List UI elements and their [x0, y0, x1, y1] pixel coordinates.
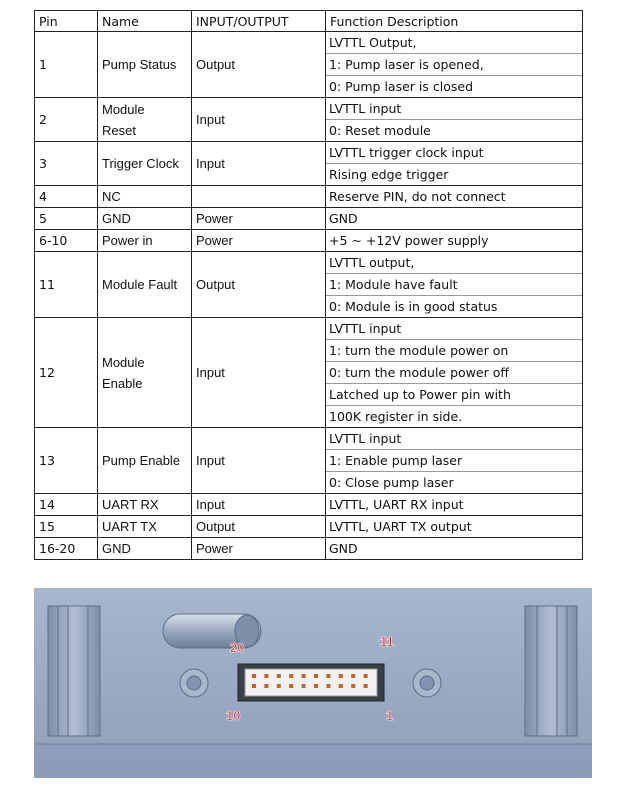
function-line: LVTTL, UART TX output [329, 519, 472, 534]
pin-number-cell: 5 [35, 208, 98, 230]
pin-definition-table [34, 10, 583, 560]
connector-pin [351, 674, 355, 678]
connector-pin [326, 674, 330, 678]
table-row [35, 252, 583, 318]
pin-function-cell [326, 538, 583, 560]
table-row [35, 208, 583, 230]
function-line: GND [329, 541, 358, 556]
connector-pin [277, 674, 281, 678]
function-line: 0: Module is in good status [326, 295, 582, 317]
indicator-led [163, 614, 261, 648]
connector-pin [264, 684, 268, 688]
function-line: 0: turn the module power off [326, 361, 582, 383]
pin-name-line: Pump Enable [102, 453, 181, 468]
pin-name-line: UART RX [102, 497, 159, 512]
function-line: 0: Pump laser is closed [326, 75, 582, 97]
panel-lower-band [34, 744, 592, 778]
left-rail [48, 606, 100, 736]
connector-pin [289, 674, 293, 678]
connector-pin [302, 674, 306, 678]
right-mounting-hole [413, 669, 441, 697]
connector-pin [351, 684, 355, 688]
left-mounting-hole [180, 669, 208, 697]
pin-number-cell: 2 [35, 98, 98, 142]
pin-name-line: Module Fault [102, 277, 178, 292]
pin-io-cell: Input [192, 318, 326, 428]
pin-name-line: NC [102, 189, 121, 204]
pin-name-cell [98, 516, 192, 538]
function-line: LVTTL, UART RX input [329, 497, 464, 512]
table-row [35, 516, 583, 538]
function-line: LVTTL input [329, 321, 402, 336]
table-header-row [35, 11, 583, 32]
pin-name-line: Module [102, 354, 145, 370]
pin-name-line: Enable [102, 375, 143, 391]
function-line: 100K register in side. [326, 405, 582, 427]
pin-name-line: Module [102, 101, 145, 117]
pin-name-cell [98, 428, 192, 494]
function-line: 1: turn the module power on [326, 339, 582, 361]
connector-pin [364, 684, 368, 688]
pin-function-cell [326, 318, 583, 428]
function-line: Latched up to Power pin with [326, 383, 582, 405]
label-pin-11: 11 [380, 634, 394, 649]
pin-io-cell: Input [192, 142, 326, 186]
connector-pin [314, 674, 318, 678]
pin-number-cell: 12 [35, 318, 98, 428]
pin-function-cell [326, 98, 583, 142]
connector-drawing [34, 588, 592, 778]
pin-io-cell: Power [192, 538, 326, 560]
header-function-description: Function Description [326, 11, 583, 32]
pin-function-cell [326, 428, 583, 494]
connector-pin [252, 684, 256, 688]
pin-name-cell [98, 230, 192, 252]
table-row [35, 142, 583, 186]
connector-pin [277, 684, 281, 688]
pin-function-cell [326, 32, 583, 98]
function-line: 0: Reset module [326, 119, 582, 141]
pin-number-cell: 14 [35, 494, 98, 516]
table-row [35, 538, 583, 560]
pin-io-cell [192, 186, 326, 208]
connector-pin [314, 684, 318, 688]
connector-pin [364, 674, 368, 678]
pin-io-cell: Power [192, 208, 326, 230]
pin-name-line: GND [102, 541, 131, 556]
pin-name-line: Trigger Clock [102, 156, 179, 171]
function-line: LVTTL Output, [329, 35, 417, 50]
pin-number-cell: 3 [35, 142, 98, 186]
connector-pin [326, 684, 330, 688]
function-line: LVTTL trigger clock input [329, 145, 484, 160]
pin-name-cell [98, 32, 192, 98]
pin-io-cell: Output [192, 32, 326, 98]
function-line: LVTTL input [329, 431, 402, 446]
label-pin-20: 20 [230, 640, 245, 655]
pin-name-cell [98, 208, 192, 230]
function-line: 1: Module have fault [326, 273, 582, 295]
header-connector [238, 664, 384, 701]
function-line: +5 ~ +12V power supply [329, 233, 489, 248]
pin-io-cell: Power [192, 230, 326, 252]
pin-io-cell: Output [192, 252, 326, 318]
table-row [35, 428, 583, 494]
pin-function-cell [326, 142, 583, 186]
connector-pin [264, 674, 268, 678]
pin-number-cell: 15 [35, 516, 98, 538]
function-line: Reserve PIN, do not connect [329, 189, 506, 204]
table-row [35, 186, 583, 208]
pin-name-line: Power in [102, 233, 153, 248]
table-row [35, 230, 583, 252]
right-rail [525, 606, 577, 736]
pin-function-cell [326, 230, 583, 252]
function-line: GND [329, 211, 358, 226]
function-line: LVTTL input [329, 101, 402, 116]
label-pin-1: 1 [386, 708, 394, 723]
pin-name-cell [98, 538, 192, 560]
pin-io-cell: Input [192, 494, 326, 516]
pin-name-cell [98, 494, 192, 516]
pin-number-cell: 4 [35, 186, 98, 208]
function-line: 0: Close pump laser [326, 471, 582, 493]
pin-function-cell [326, 208, 583, 230]
connector-pin [339, 684, 343, 688]
header-input-output: INPUT/OUTPUT [192, 11, 326, 32]
pin-number-cell: 1 [35, 32, 98, 98]
header-pin: Pin [35, 11, 98, 32]
pin-function-cell [326, 494, 583, 516]
pin-name-cell [98, 186, 192, 208]
pin-name-cell [98, 142, 192, 186]
label-pin-10: 10 [226, 708, 241, 723]
table-row [35, 32, 583, 98]
pin-io-cell: Input [192, 98, 326, 142]
table-row [35, 318, 583, 428]
connector-pin [252, 674, 256, 678]
pin-number-cell: 11 [35, 252, 98, 318]
table-row [35, 98, 583, 142]
table-row [35, 494, 583, 516]
function-line: LVTTL output, [329, 255, 415, 270]
connector-pin [289, 684, 293, 688]
pin-name-cell [98, 252, 192, 318]
pin-name-line: Pump Status [102, 57, 177, 72]
pin-function-cell [326, 516, 583, 538]
pin-name-line: GND [102, 211, 131, 226]
connector-figure [34, 588, 592, 778]
header-name: Name [98, 11, 192, 32]
function-line: 1: Pump laser is opened, [326, 53, 582, 75]
pin-number-cell: 16-20 [35, 538, 98, 560]
pin-name-cell [98, 318, 192, 428]
function-line: 1: Enable pump laser [326, 449, 582, 471]
pin-name-line: UART TX [102, 519, 157, 534]
pin-rows [35, 32, 583, 560]
pin-function-cell [326, 186, 583, 208]
pin-number-cell: 13 [35, 428, 98, 494]
pin-name-cell [98, 98, 192, 142]
connector-pin [302, 684, 306, 688]
pin-io-cell: Output [192, 516, 326, 538]
pin-io-cell: Input [192, 428, 326, 494]
connector-pin [339, 674, 343, 678]
function-line: Rising edge trigger [326, 163, 582, 185]
pin-number-cell: 6-10 [35, 230, 98, 252]
pin-function-cell [326, 252, 583, 318]
pin-name-line: Reset [102, 122, 136, 138]
